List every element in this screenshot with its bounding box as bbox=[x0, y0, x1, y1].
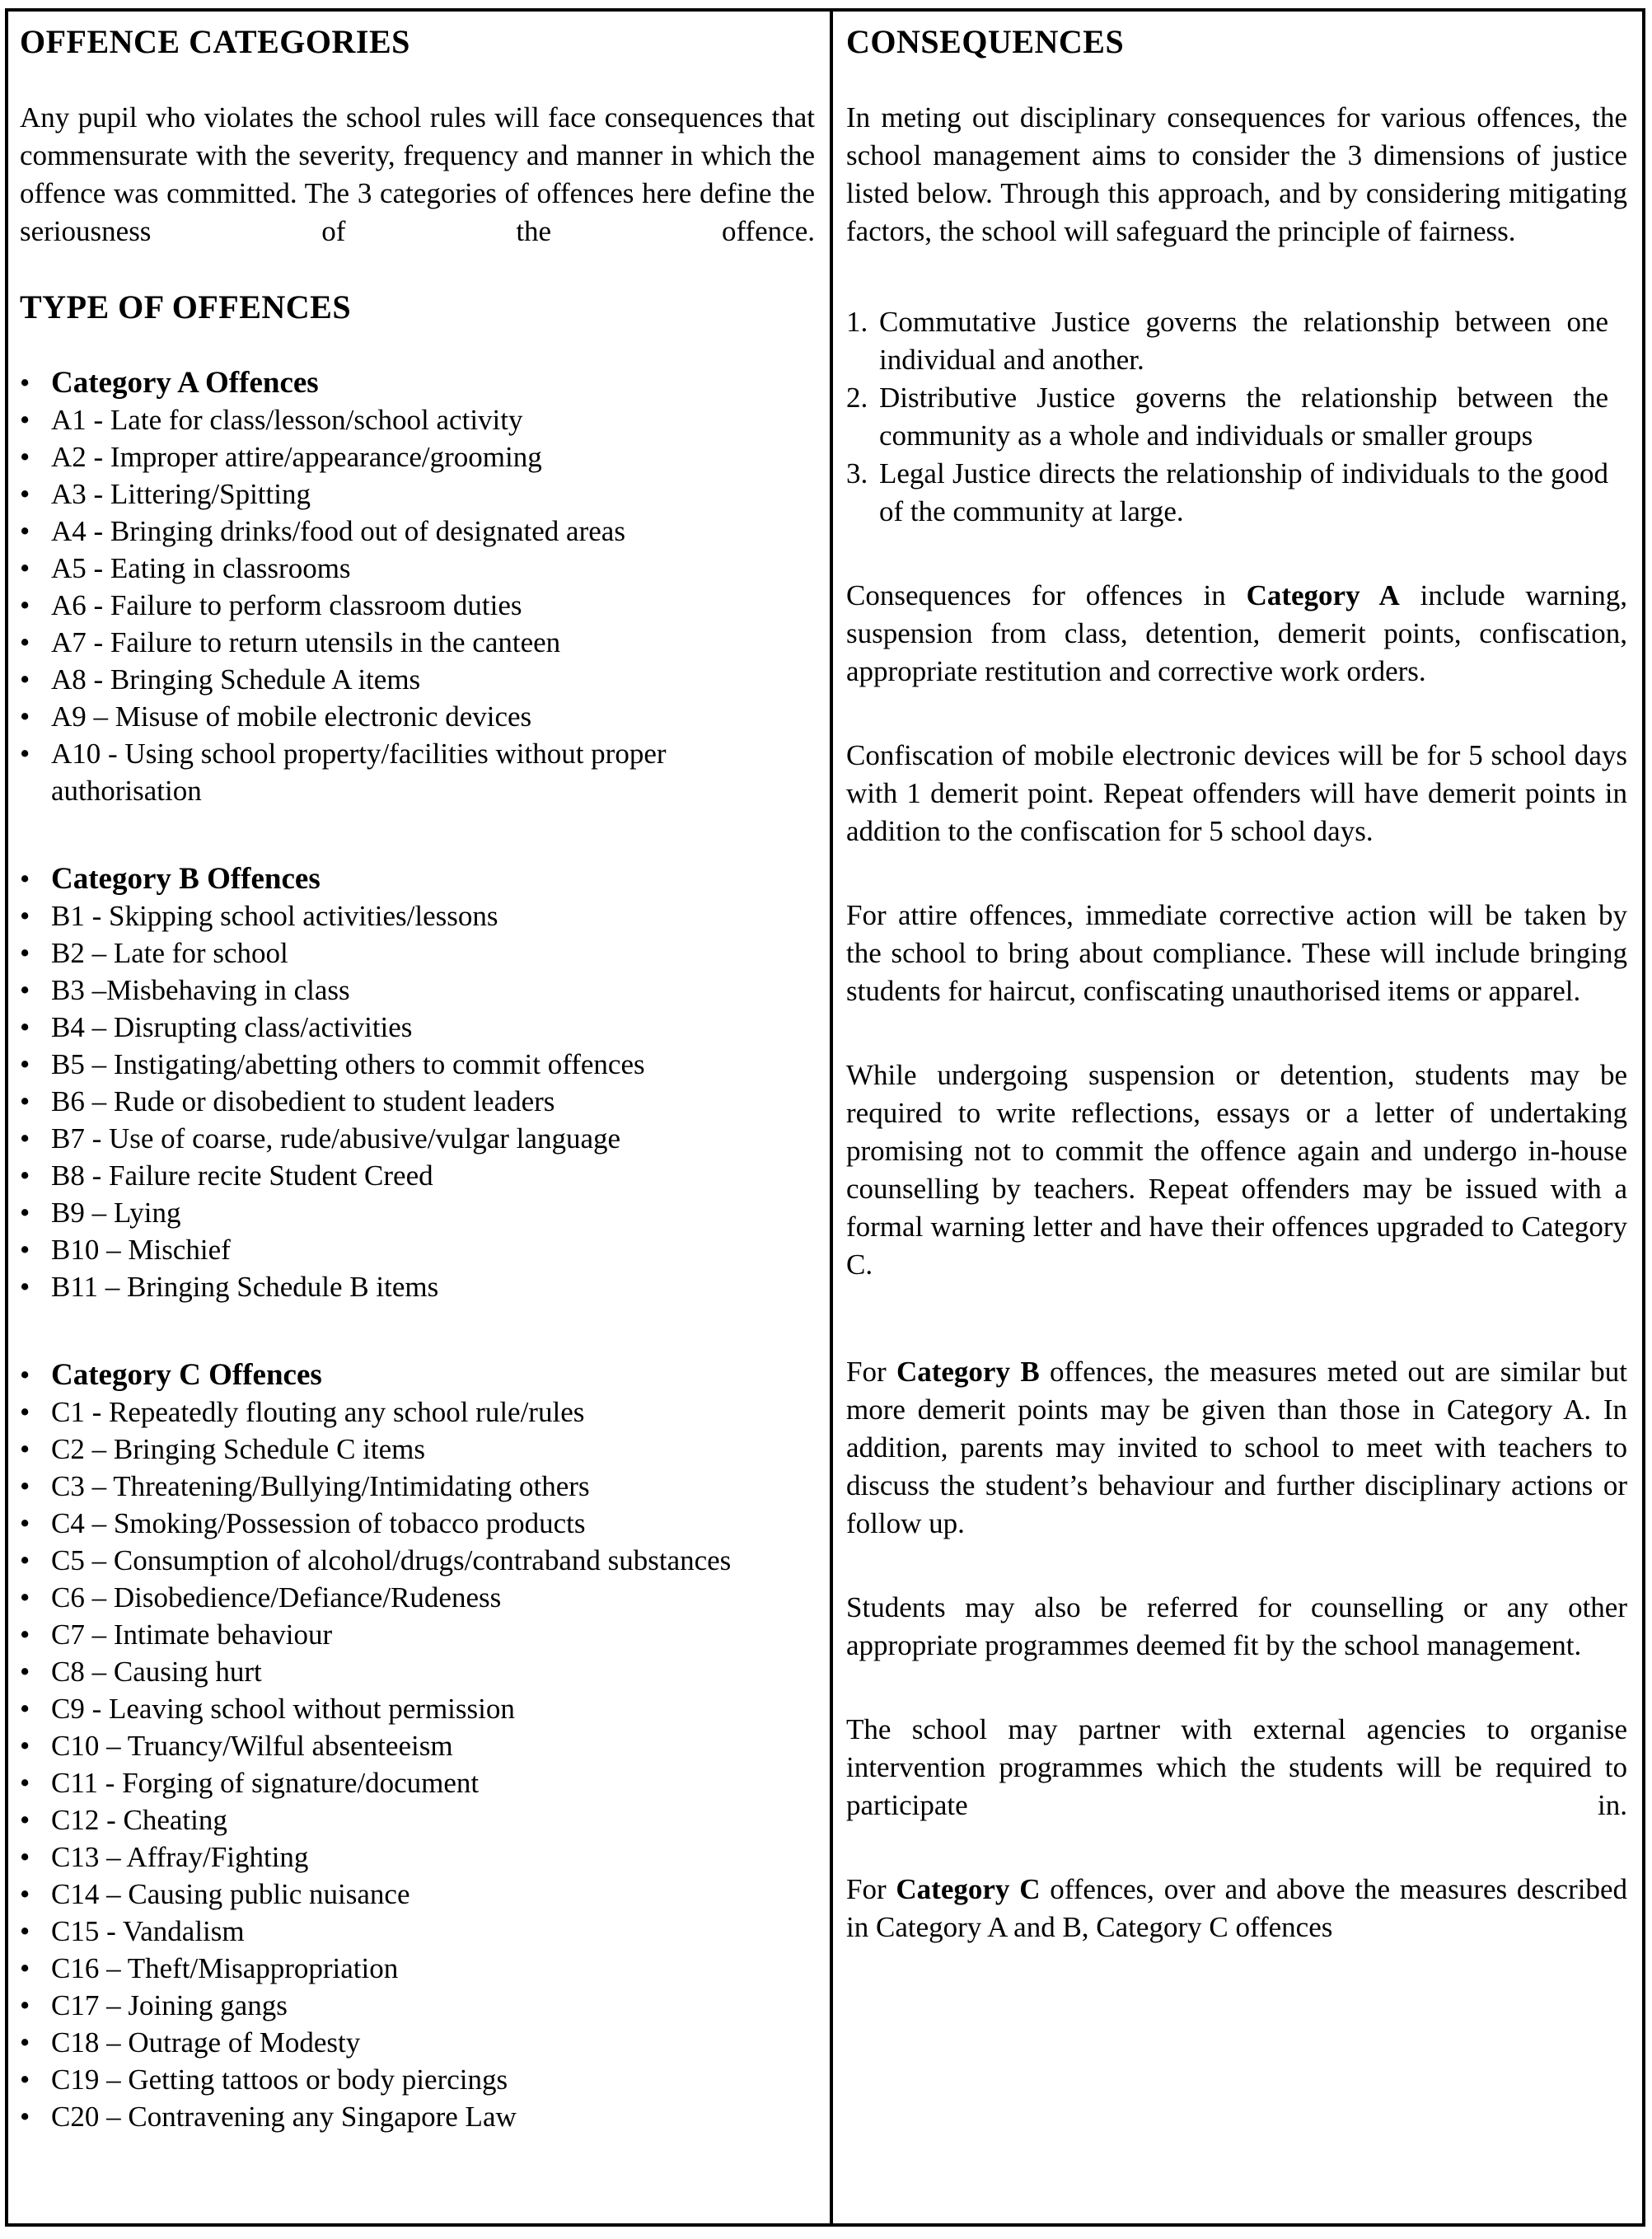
offence-item-a1: • A1 - Late for class/lesson/school activity bbox=[20, 401, 815, 438]
bullet-icon: • bbox=[20, 1804, 30, 1836]
bullet-icon: • bbox=[20, 1693, 30, 1725]
offence-item-c1: • C1 - Repeatedly flouting any school rule/rules bbox=[20, 1394, 815, 1431]
bullet-icon: • bbox=[20, 2026, 30, 2059]
offence-item-c12: • C12 - Cheating bbox=[20, 1801, 815, 1839]
justice-item-distributive: 2. Distributive Justice governs the relationship between the community as a whole and individuals or smaller groups bbox=[846, 379, 1627, 455]
category-c-title: Category C Offences bbox=[51, 1358, 322, 1392]
category-c-bold: Category C bbox=[896, 1873, 1041, 1905]
suspension-detention-paragraph: While undergoing suspension or detention, students may be required to write reflections, essays or a letter of undertaking promising not to commit the offence again and undergo in-house counselling by teachers. Repeat offenders may be issued with a formal warning letter and have their offences upgraded to Category C. bbox=[846, 1059, 1627, 1281]
offence-item-a9: • A9 – Misuse of mobile electronic devices bbox=[20, 698, 815, 735]
offence-item-b7: • B7 - Use of coarse, rude/abusive/vulgar language bbox=[20, 1120, 815, 1157]
list-number: 2. bbox=[846, 382, 868, 414]
offence-item-a6: • A6 - Failure to perform classroom duties bbox=[20, 587, 815, 624]
bullet-icon: • bbox=[20, 1011, 30, 1043]
bullet-icon: • bbox=[20, 404, 30, 436]
category-a-list bbox=[20, 364, 815, 809]
document-page bbox=[5, 8, 1645, 2227]
bullet-icon: • bbox=[20, 626, 30, 658]
category-b-title: Category B Offences bbox=[51, 862, 321, 896]
bullet-icon: • bbox=[20, 900, 30, 932]
list-number: 1. bbox=[846, 306, 868, 338]
offence-item-c5: • C5 – Consumption of alcohol/drugs/contraband substances bbox=[20, 1542, 815, 1579]
bullet-icon: • bbox=[20, 1989, 30, 2021]
bullet-icon: • bbox=[20, 515, 30, 547]
offence-item-c10: • C10 – Truancy/Wilful absenteeism bbox=[20, 1727, 815, 1764]
bullet-icon: • bbox=[20, 1730, 30, 1762]
offence-item-a2: • A2 - Improper attire/appearance/grooming bbox=[20, 438, 815, 475]
offence-categories-column bbox=[8, 12, 833, 2223]
bullet-icon: • bbox=[20, 700, 30, 733]
bullet-icon: • bbox=[20, 1878, 30, 1910]
bullet-icon: • bbox=[20, 1197, 30, 1229]
bullet-icon: • bbox=[20, 1767, 30, 1799]
counselling-referral-paragraph: Students may also be referred for counselling or any other appropriate programmes deemed fit by the school management. bbox=[846, 1591, 1627, 1661]
offence-item-c16: • C16 – Theft/Misappropriation bbox=[20, 1950, 815, 1987]
offence-item-a4: • A4 - Bringing drinks/food out of designated areas bbox=[20, 513, 815, 550]
category-a-bold: Category A bbox=[1246, 579, 1400, 611]
offence-item-c11: • C11 - Forging of signature/document bbox=[20, 1764, 815, 1801]
offence-item-c8: • C8 – Causing hurt bbox=[20, 1653, 815, 1690]
bullet-icon: • bbox=[20, 1544, 30, 1576]
consequences-intro-paragraph: In meting out disciplinary consequences for various offences, the school management aims to consider the 3 dimensions of justice listed below. Through this approach, and by considering mitigating factors, the school will safeguard the principle of fairness. bbox=[846, 101, 1627, 247]
offence-categories-heading: OFFENCE CATEGORIES bbox=[20, 23, 410, 60]
bullet-icon: • bbox=[20, 1915, 30, 1947]
bullet-icon: • bbox=[20, 1234, 30, 1266]
offence-item-c18: • C18 – Outrage of Modesty bbox=[20, 2024, 815, 2061]
offence-item-b9: • B9 – Lying bbox=[20, 1194, 815, 1231]
justice-dimensions-list bbox=[846, 303, 1627, 531]
offence-item-b8: • B8 - Failure recite Student Creed bbox=[20, 1157, 815, 1194]
bullet-icon: • bbox=[20, 1952, 30, 1984]
category-b-list bbox=[20, 860, 815, 1305]
bullet-icon: • bbox=[20, 1048, 30, 1080]
offence-item-c20: • C20 – Contravening any Singapore Law bbox=[20, 2098, 815, 2135]
bullet-icon: • bbox=[20, 1271, 30, 1303]
bullet-icon: • bbox=[20, 552, 30, 584]
offence-item-c15: • C15 - Vandalism bbox=[20, 1913, 815, 1950]
category-c-list bbox=[20, 1356, 815, 2135]
bullet-icon: • bbox=[20, 1581, 30, 1614]
external-agencies-paragraph: The school may partner with external agencies to organise intervention programmes which the students will be required to participate in. bbox=[846, 1713, 1627, 1821]
bullet-icon: • bbox=[20, 1122, 30, 1155]
bullet-icon: • bbox=[20, 738, 30, 770]
category-b-group bbox=[20, 860, 815, 1305]
offence-item-a7: • A7 - Failure to return utensils in the canteen bbox=[20, 624, 815, 661]
offence-item-b6: • B6 – Rude or disobedient to student leaders bbox=[20, 1083, 815, 1120]
category-b-bold: Category B bbox=[896, 1356, 1040, 1388]
offence-item-c2: • C2 – Bringing Schedule C items bbox=[20, 1431, 815, 1468]
bullet-icon: • bbox=[20, 1396, 30, 1428]
offence-item-c17: • C17 – Joining gangs bbox=[20, 1987, 815, 2024]
bullet-icon: • bbox=[20, 1618, 30, 1651]
category-a-consequences-paragraph: Consequences for offences in Category A include warning, suspension from class, detention, demerit points, confiscation, appropriate restitution and corrective work orders. bbox=[846, 579, 1627, 687]
bullet-icon: • bbox=[20, 478, 30, 510]
attire-paragraph: For attire offences, immediate corrective action will be taken by the school to bring about compliance. These will include bringing students for haircut, confiscating unauthorised items or apparel. bbox=[846, 899, 1627, 1007]
bullet-icon: • bbox=[20, 1470, 30, 1502]
type-of-offences-heading: TYPE OF OFFENCES bbox=[20, 288, 352, 326]
category-c-group bbox=[20, 1356, 815, 2135]
bullet-icon: • bbox=[20, 1433, 30, 1465]
offence-item-c13: • C13 – Affray/Fighting bbox=[20, 1839, 815, 1876]
confiscation-paragraph: Confiscation of mobile electronic devices will be for 5 school days with 1 demerit point. Repeat offenders will have demerit points in addition to the confiscation for 5 school days. bbox=[846, 739, 1627, 847]
category-a-group bbox=[20, 364, 815, 809]
offence-item-c14: • C14 – Causing public nuisance bbox=[20, 1876, 815, 1913]
consequences-heading: CONSEQUENCES bbox=[846, 23, 1125, 60]
offence-item-b2: • B2 – Late for school bbox=[20, 934, 815, 972]
offence-item-b3: • B3 –Misbehaving in class bbox=[20, 972, 815, 1009]
offence-item-b4: • B4 – Disrupting class/activities bbox=[20, 1009, 815, 1046]
offence-item-b1: • B1 - Skipping school activities/lessons bbox=[20, 897, 815, 934]
offence-item-c19: • C19 – Getting tattoos or body piercings bbox=[20, 2061, 815, 2098]
offence-item-a3: • A3 - Littering/Spitting bbox=[20, 475, 815, 513]
offence-item-c4: • C4 – Smoking/Possession of tobacco products bbox=[20, 1505, 815, 1542]
bullet-icon: • bbox=[20, 1359, 30, 1391]
category-a-title: Category A Offences bbox=[51, 366, 319, 400]
bullet-icon: • bbox=[20, 663, 30, 696]
category-b-title-row bbox=[20, 860, 815, 897]
category-c-title-row bbox=[20, 1356, 815, 1394]
bullet-icon: • bbox=[20, 1159, 30, 1192]
bullet-icon: • bbox=[20, 974, 30, 1006]
offence-intro-paragraph: Any pupil who violates the school rules will face consequences that commensurate with the severity, frequency and manner in which the offence was committed. The 3 categories of offences here define the seriousness of the offence. bbox=[20, 101, 815, 247]
category-c-consequences-paragraph: For Category C offences, over and above the measures described in Category A and B, Category C offences bbox=[846, 1873, 1627, 1943]
offence-item-c9: • C9 - Leaving school without permission bbox=[20, 1690, 815, 1727]
bullet-icon: • bbox=[20, 1507, 30, 1539]
justice-item-commutative: 1. Commutative Justice governs the relationship between one individual and another. bbox=[846, 303, 1627, 379]
bullet-icon: • bbox=[20, 2101, 30, 2133]
offence-item-b10: • B10 – Mischief bbox=[20, 1231, 815, 1268]
offence-item-a8: • A8 - Bringing Schedule A items bbox=[20, 661, 815, 698]
bullet-icon: • bbox=[20, 1085, 30, 1117]
offence-item-a5: • A5 - Eating in classrooms bbox=[20, 550, 815, 587]
bullet-icon: • bbox=[20, 367, 30, 399]
bullet-icon: • bbox=[20, 937, 30, 969]
bullet-icon: • bbox=[20, 863, 30, 895]
category-b-consequences-paragraph: For Category B offences, the measures meted out are similar but more demerit points may be given than those in Category A. In addition, parents may invited to school to meet with teachers to discuss the student’s behaviour and further disciplinary actions or follow up. bbox=[846, 1356, 1627, 1539]
list-number: 3. bbox=[846, 457, 868, 489]
category-a-title-row bbox=[20, 364, 815, 401]
bullet-icon: • bbox=[20, 589, 30, 621]
bullet-icon: • bbox=[20, 2063, 30, 2096]
justice-item-legal: 3. Legal Justice directs the relationship of individuals to the good of the community at large. bbox=[846, 455, 1627, 531]
offence-item-c3: • C3 – Threatening/Bullying/Intimidating others bbox=[20, 1468, 815, 1505]
offence-item-b11: • B11 – Bringing Schedule B items bbox=[20, 1268, 815, 1305]
bullet-icon: • bbox=[20, 1841, 30, 1873]
offence-item-c6: • C6 – Disobedience/Defiance/Rudeness bbox=[20, 1579, 815, 1616]
consequences-column bbox=[833, 12, 1642, 2223]
offence-item-a10: • A10 - Using school property/facilities without proper authorisation bbox=[20, 735, 815, 809]
bullet-icon: • bbox=[20, 1656, 30, 1688]
offence-item-c7: • C7 – Intimate behaviour bbox=[20, 1616, 815, 1653]
bullet-icon: • bbox=[20, 441, 30, 473]
offence-item-b5: • B5 – Instigating/abetting others to commit offences bbox=[20, 1046, 815, 1083]
